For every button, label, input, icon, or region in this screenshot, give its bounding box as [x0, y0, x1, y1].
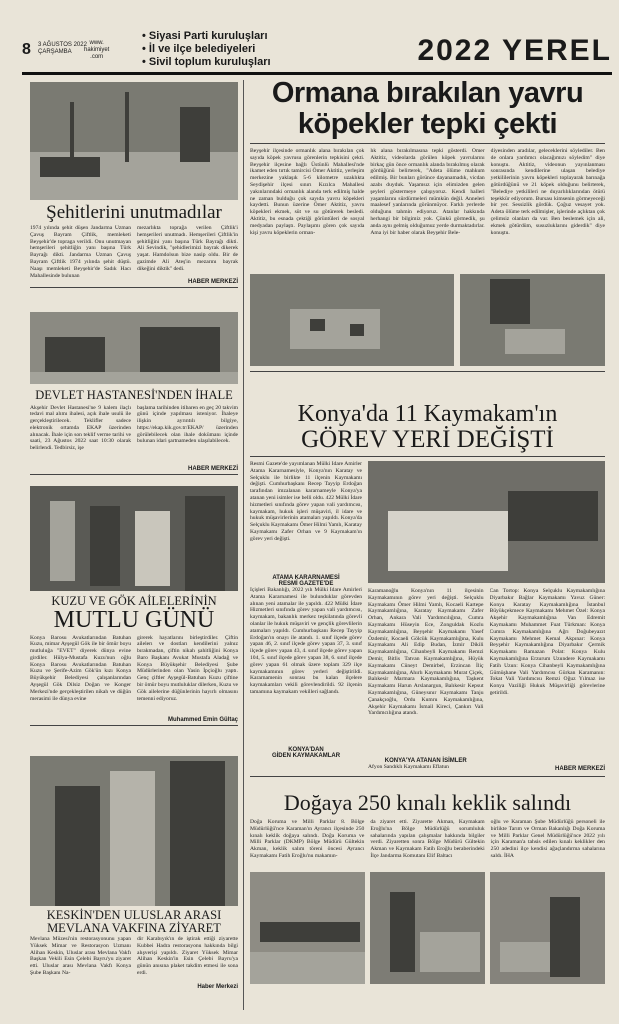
article-kuzu: [30, 486, 238, 726]
kuzu-body: Konya Barosu Avukatlarından Batuhan Kuzu, mimar Ayşegül Gök ile bir ömür boyu mutluluğa "EVET" diyerek dünya evine girdiler. Hülya-Mustafa Kuzu'nun oğlu Konya Barosu Avukatlarından Batuhan Kuzu ve Şerife-Azim Gök'ün kızı Konya Büyükşehir Belediyesi çalışanlarından Ayşegül Gök Dilsiz Doğan ve Konger Merkezi'nde gerçekleştirilen nikah ve düğün merasimi ile dünya evine girerek hayatlarını birleştirdiler. Çiftin ailelerı ve dostları kendilerini yalnız bırakmadan, çiftin nikah şahitliğini Konya Baro Başkanı Avukat Mustafa Aladağ ve Konya Büyükşehir Belediyesi Şube Müdürlerinden olan Yasin İpçioğlu yaptı. Genç çiftler Ayşegül-Batuhan Kuzu çiftine bir ömür boyu mutluluklar dilerken, Kuzu ve Gök ailelerine düğünlerinin hayırlı olmasını temenni ediyoruz.: [30, 634, 238, 702]
section-item: • Siyasi Parti kuruluşları: [142, 30, 268, 42]
signing-photo: [368, 461, 605, 583]
konya-title: Konya'da 11 Kaymakam'ın: [297, 401, 558, 427]
sehitler-body: 1974 yılında şehit düşen Jandarma Uzman Çavuş Bayram Çiftlik, memleketi Beyşehir'de topraga verildi. Onu unutmayan hemşerileri şehitliğin yanı başına Türk Bayrağı dikti. Jandarma Uzman Çavuş Bayram Çiftlik 1974 yılında şehit düştü. Naaşı memleketi Beyşehir'de Sadık Hacı Mahallesinde bulunan mezarlıkta toprağa verilen Çiftlik'i hemşerileri unutmadı. Hemşerileri Çiftlik'in şehitliğini yanı başına Türk Bayrağı dikti. Ali Sevindik, "şehidlerimizi bayrak dikerek yaşat. Hamdolsun bize nasip oldu. Bir de gazimde Ali Ateş'in mezarını bayrak dikeğini diktik" dedi.: [30, 225, 238, 279]
website: www. hakimiyet .com: [84, 40, 110, 60]
konya-body-atanan: Afyon Sandıklı Kaymakamı Eflatun: [368, 764, 449, 770]
wedding-photo: [30, 486, 238, 591]
dogaya-title: Doğaya 250 kınalı keklik salındı: [283, 790, 572, 815]
konya-subhead: ATAMA KARARNAMESİ: [272, 575, 340, 581]
dogaya-photos: [250, 872, 605, 984]
ormana-body: Beyşehir ilçesinde ormanlık alana bırakılan çok sayıda köpek yavrusu görenlerin tepkisini çekti. Beyşehir ilçesine bağlı Üstünlü Mahallesi'nde ikamet eden tırtık tamircisi Ömer Aktitiz, yerleşim merkezine yaklaşık 5-6 kilometre uzaklıkta Seydişehir ilçesi sınırı Kızılca Mahallesi yakınlarındaki ormanlık alanda terk edilmiş halde ne zaman bulduğu çok sayıda yavru köpekleri kaydetti. Bunun üzerine Ömer Aktitiz, yavru köpekleri ekmek, süt ve su götürerek besledi. Aktitiz, bu esnada çektiği görüntüleri de sosyal medyadan paylaştı. Paylaşımı gören çok sayıda kişi yavru köpeklerin orman- lık alana bırakılmasına tepki gösterdi. Ömer Aktitiz, videolarda görülen köpek yavrularını birkaç gün önce ormanlık alanda bırakılmış olarak gördüğünü belirterek, "Adeta ölüme mahkum edilmiş. Bir bunları görünce dayanamadık, vicdan azabı duyduk. Yaşamsız için elimizden gelen şeyleri göstermeye çalışıyoruz. Kendi halleri yaşamlarını sürdürmeleri mümkün değil. Anneleri maalesef yanlarında görünmüyor. Farklı yerlerde olduğunu tahmin ediyoruz. Atanlar hakkında herhangi bir bilgimiz yok. Çünkü görmedik, şu anda aynı gelmiş olduğumuz yerde durmaktadırlar. Ama iyi bir haber olarak Beyşehir Bele- diyesinden aradılar, geleceklerini söylediler. Ben de onlara yardımcı olacağımızı söyledim" diye konuştu. Aktitiz, videonun yayınlanması sonrasında kendilerine ulaşan belediye yetkililerinin yavru köpekleri toplayarak barınağa götürdüğünü ve 21 köpek olduğunu belirterek, "Belediye yetkilileri ne duyarlılıklarından ötürü teşekkür ediyorum. Bursası kimsenin görmeyeceği bir yer. Sessizlik gördük. Çoğuz vesayet yok. Adeta ölüme terk edilmişler, işlerinde açlıktan çok çelimsiz olanları da var. Ben beslemek için ali, ekmek götürdüm, susuzluklarını giderdik" diye konuştu.: [250, 148, 605, 236]
article-konya: [250, 402, 605, 777]
konya-body-list: Can Tortop: Konya Selçuklu Kaymakamlığına Diyarbakır Bağlar Kaymakamı Yavuz Güner: Konya Karatay Kaymakamlığına İstanbul Büyükçekmece Kaymakamı Mehmet Özel: Konya Akşehir Kaymakamlığına Van Edremit Kaymakamı Muhammet Fuat Türkman: Konya Cumra Kaymakamlığına Ağrı Doğubeyazıt Kaymakamı Mehmet Kemal Akpınar: Konya Beyşehir Kaymakamlığına Diyarbakır Çermik Kaymakamı Ramazan Polat: Konya Kulu Kaymakamlığına Erzurum Uzundere Kaymakamı Fatih Uzun: Konya Cihanbeyli Kaymakamlığına Gümüşhane Vali Yardımcısı Gürkan Karamanın: Tokat Vali Yardımcısı Remzi Oğuz Yılmaz ise Konya Vaziliği Hukuk Müşavirliği görevlerine getirildi.: [489, 588, 605, 696]
kuzu-title-main: MUTLU GÜNÜ: [53, 606, 215, 633]
masthead: [22, 30, 612, 70]
article-devlet: [30, 312, 238, 475]
page-number: 8: [22, 41, 31, 58]
release-photo-3: [490, 872, 605, 984]
konya-body-intro: Resmi Gazete'de yayımlanan Mülki İdare Amirler Atama Kararnamesiyle, Konya'nın Karatay ve Selçuklu ile birlikte 11 ilçenin Kaymakamı değişti. Cumhurbaşkanı Recep Tayyip Erdoğan tarafından imzalanan kararnameyle Konya'ya atanan yeni isimler ise belli oldu. 422 Mülki İdare hizmetleri sınıfında görev yapan vali yardımcısı, kaymakam, hukuk işleri müşaviri, il idare ve hukuk müşavirlerinin atamaları yapıldı. Konya'da Selçuklu Kaymakamı Ömer Hilmi Yamlı, Karatay Kaymakamı Zafer Orhan ve 9 Kaymakam'ın görev yeri değişti.: [250, 461, 362, 542]
release-photo-2: [370, 872, 485, 984]
release-photo-1: [250, 872, 365, 984]
issue-date: 3 AĞUSTOS 2022 ÇARŞAMBA: [38, 42, 87, 55]
masthead-rule: [22, 72, 612, 75]
konya-subhead: KONYA'YA ATANAN İSİMLER: [384, 758, 467, 764]
konya-subhead: GİDEN KAYMAKAMLAR: [271, 753, 341, 759]
article-sehitler: [30, 82, 238, 288]
ormana-title: Ormana bırakılan yavru: [271, 77, 584, 109]
puppies-photo-1: [250, 274, 454, 366]
konya-subhead: RESMİ GAZETE'DE: [278, 581, 334, 587]
devlet-signature: HABER MERKEZİ: [187, 465, 238, 472]
column-divider: [243, 80, 244, 1010]
keskin-body: Mevlana Müzesi'nin restorasyonunu yapan Yüksek Mimar ve Restorasyon Uzmanı Alihan Keskin, Uluslar arası Mevlana Vakfı Başkan Vekili Esin Çelebi Bayru'yu ziyaret etti. Uluslar arası Mevlana Vakfı Konya Şube Başkanı Na- dir Karabıyık'ın de iştirak ettiği ziyarette Kubbei Hadra restorasyonu hakkında bilgi alışverişi yapıldı. Ziyaret Yüksek Mimar Alihan Keskin'in Esin Çelebi Bayru'ya günün anısına plaket takdim etmesi ile sona erdi.: [30, 936, 238, 976]
sehitler-title: Şehitlerini unutmadılar: [46, 202, 222, 223]
konya-subhead: KONYA'DAN: [288, 747, 324, 753]
section-item: • Sivil toplum kuruluşları: [142, 56, 271, 68]
article-dogaya: [250, 792, 605, 984]
article-keskin: [30, 756, 238, 990]
konya-signature: HABER MERKEZİ: [554, 766, 605, 772]
visit-photo: [30, 756, 238, 906]
section-title: 2022 YEREL: [417, 34, 612, 67]
puppies-photo-2: [460, 274, 605, 366]
keskin-title: KESKİN'DEN ULUSLAR ARASI: [46, 908, 222, 922]
ormana-title-line2: köpekler tepki çekti: [297, 108, 558, 140]
keskin-title-sub: MEVLANA VAKFINA ZİYARET: [47, 920, 221, 935]
konya-body-atama: İçişleri Bakanlığı, 2022 yılı Mülki İdare Amirleri Atama Kararnamesi ile bulunduklar görevden alınan yeni atamalar ile yapıldı. 422 Mülki İdare Hizmetleri sınıfında görev yapan vali yardımcısı, kaymakam, bakanlık merkez teşkilatında görevli olanlar ile hukuk müşaviri ve gençlik görevlilerin atamaları yapıldı. Cumhurbaşkanı Recep Tayyip Erdoğan'ın onayı ile atandı. 1. sınıf ilçede görev yapan 46, 2. sınıf ilçede görev yapan 37, 3. sınıf ilçede görev yapan 43, 4. sınıf ilçede görev yapan 104, 5. sınıf ilçede görev yapan 38, 6. sınıf ilçede görev yapan 61 olmak üzere toplam 329 ilçe kaymakamının görev yerleri değiştirildi. Kararnamenin sonrası bu kalan ilçelere kaymakamları vekili görevlendirildi. 92 ilçenin tamamına kaymakam vekilleri sağlandı.: [250, 587, 362, 695]
kuzu-title: KUZU VE GÖK AİLELERİNİN: [51, 594, 217, 608]
konya-body-giden: Karamanoğlu Konya'nın 11 ilçesinin Kaymakamının görev yeri değişti. Selçuklu Kaymakamı Ömer Hilmi Yamlı, Kocaeli Kartepe Kaymakamlığına, Karatay Kaymakamı Zafer Orhan, Ankara Vali Yardımcılığına, Cumra Kaymakamı Hüseyin Ece, Zonguldak Kozlu Kaymakamlığına, Beyşehir Kaymakamı Yasef Özdemir, Kocaeli Gölcük Kaymakamlığına, Kulu Kaymakamı Ali Edip Budan, İzmir Dikili Kaymakamlığına, Cihanbeyli Kaymakamı Remzi Demir, Bitlis Tatvan Kaymakamlığına, Hüyük Kaymakamı Cüneyt Demirbel, Erzincan İliç Kaymakamlığına, Ahırlı Kaymakamı Murat Çiçek, Balıkesir Marmara Kaymakamlığına, Taşkent Kaymakamı Harun Arslanargun, Balıkesir Kepsut Kaymakamlığına, Güneysınır Kaymakamı Tanju Çanakçıoğlu, Ordu Kumru Kaymakamlığına, Akşehir Kaymakamı İsmail Kireci, Çankırı Vali Yardımcılığına atandı.: [368, 588, 484, 717]
hospital-photo: [30, 312, 238, 384]
article-ormana: [250, 78, 605, 372]
section-item: • İl ve ilçe belediyeleri: [142, 43, 256, 55]
sehitler-signature: HABER MERKEZİ: [187, 279, 238, 285]
section-list: [142, 30, 271, 69]
devlet-title: DEVLET HASTANESİ'NDEN İHALE: [35, 388, 233, 402]
kuzu-signature: Muhammed Emin Gültaç: [167, 716, 238, 723]
devlet-body: Akşehir Devlet Hastanesi'ne 9 kalem ilaçlı tedavi mal alımı ihalesi, açık ihale usulü ile gerçekleştirilecek. Teklifler sadece elektronik ortamda EKAP üzerinden alınacak. İhale için son teklif verme tarihi ve saati, 23 Ağustos 2022 saat 10:30 olarak belirlendi. Tedbirsiz, işe başlama tarihinden itibaren en geç 20 takvim günü içinde yapılması isteniyor. İhaleye ilişkin ayrıntılı bilgiye, https://ekap.kik.gov.tr/EKAP/ üzerinden görülebilecek olan ihale dokümanı içinde bulunan idari şartnameden ulaşılabilecek.: [30, 404, 238, 452]
ormana-photos: [250, 274, 605, 366]
sehitler-photo: [30, 82, 238, 200]
dogaya-body: Doğa Koruma ve Milli Parklar 8. Bölge Müdürlüğü'nce Karaman'ın Ayrancı ilçesinde 250 kınalı keklik doğaya salındı. Doğa Koruma ve Milli Parklar (DKMP) Bölge Müdürü Gültekin Akman, keklik salım töreni öncesi Ayrancı Kaymakamı Fatih Eroğlu'nu makamın- da ziyaret etti. Ziyarette Akman, Kaymakam Eroğlu'na Bölge Müdürlüğü sorumluluk sahalarında yapılan çalışmalar hakkında bilgiler verdi. Ziyaretten sonra Bölge Müdürü Gültekin Akman ve Kaymakam Fatih Eroğlu beraberindeki İlçe Jandarma Komutanı Elif Baltacı oğlu ve Karaman Şube Müdürlüğü personeli ile birlikte Tarım ve Orman Bakanlığı Doğa Koruma ve Milli Parklar Genel Müdürlüğü'nce 2022 yılı için Karaman'a tahsis edilen kınalı keklikler den 250 adedini ilçe kendisi ağaçlandırma sahalarına saldı. İHA: [250, 819, 605, 859]
keskin-signature: Haber Merkezi: [197, 984, 238, 990]
konya-title-main: GÖREV YERİ DEĞİŞTİ: [301, 426, 554, 453]
